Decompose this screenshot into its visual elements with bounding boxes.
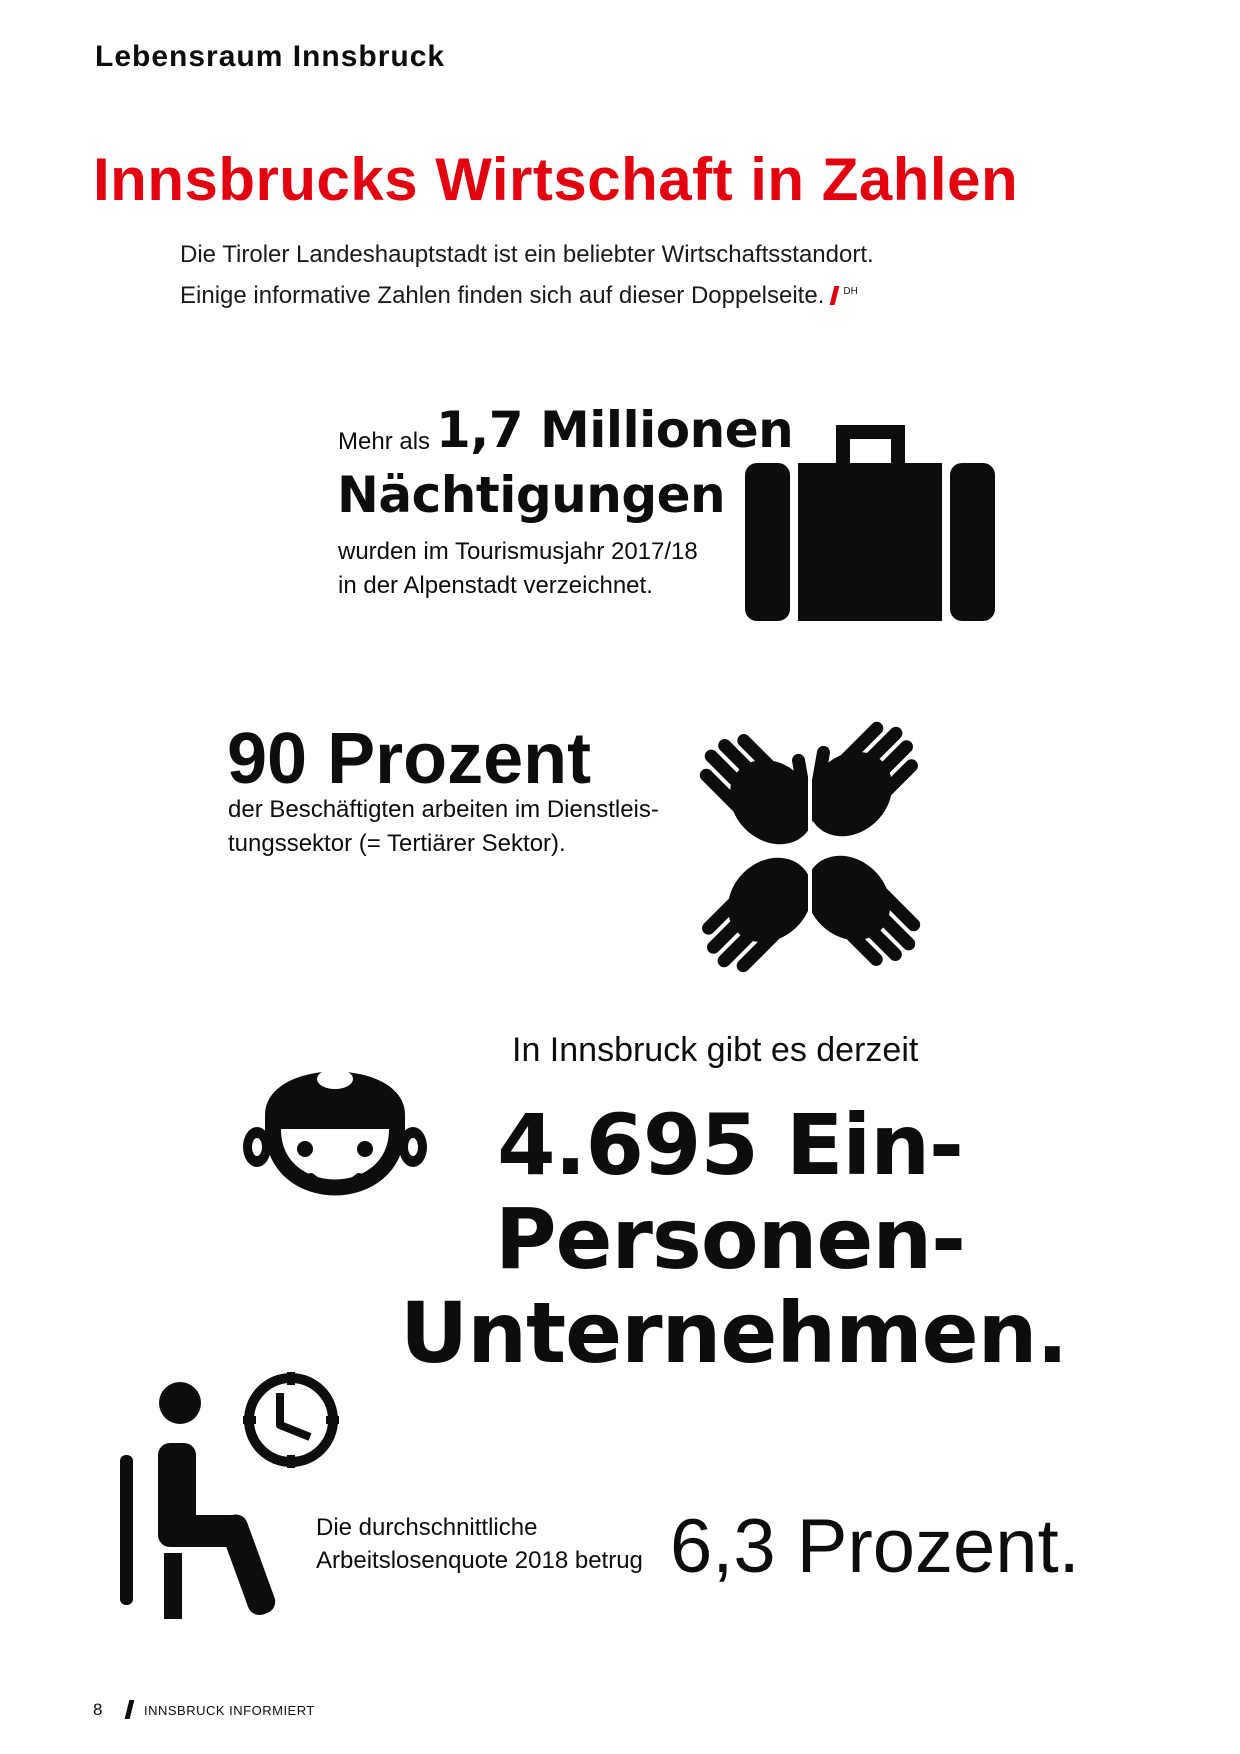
services-desc-line-1: der Beschäftigten arbeiten im Dienstleis- [228,796,659,823]
publication-name: INNSBRUCK INFORMIERT [144,1703,315,1718]
one-person-prefix: In Innsbruck gibt es derzeit [512,1031,919,1069]
intro-line-2 [180,273,874,314]
unemployment-value: 6,3 Prozent. [670,1504,1080,1589]
one-person-line-1: 4.695 Ein- [497,1096,963,1194]
person-cap-icon [245,1037,425,1227]
one-person-line-2: Personen- [494,1190,966,1288]
hands-icon [695,725,925,975]
footer-slash [125,1700,135,1719]
overnights-number: 1,7 Millionen [436,401,794,459]
overnights-desc-line-1: wurden im Tourismusjahr 2017/18 [338,538,698,565]
author-initials: DH [843,286,858,297]
overnights-noun: Nächtigungen [337,466,726,524]
accent-slash [830,286,840,305]
intro-text [180,236,874,314]
unemployment-desc-line-2: Arbeitslosenquote 2018 betrug [316,1547,643,1574]
unemployment-description [316,1511,676,1577]
page-title: Innsbrucks Wirtschaft in Zahlen [93,146,1019,213]
overnights-desc-line-2: in der Alpenstadt verzeichnet. [338,572,653,599]
page-number: 8 [93,1700,103,1719]
intro-line-2-text: Einige informative Zahlen finden sich auf dieser Doppelseite. [180,282,825,309]
overnights-description [338,535,758,603]
suitcase-icon [745,425,995,621]
overnights-prefix: Mehr als [338,428,431,455]
intro-line-1: Die Tiroler Landeshauptstadt ist ein beliebter Wirtschaftsstandort. [180,241,874,268]
unemployment-desc-line-1: Die durchschnittliche [316,1514,538,1541]
services-headline: 90 Prozent [227,719,592,799]
one-person-headline [400,1096,1068,1382]
services-desc-line-2: tungssektor (= Tertiärer Sektor). [228,830,566,857]
waiting-person-icon [120,1365,350,1625]
one-person-line-3: Unternehmen. [400,1284,1068,1382]
services-description [228,793,708,861]
section-label: Lebensraum Innsbruck [95,40,446,73]
